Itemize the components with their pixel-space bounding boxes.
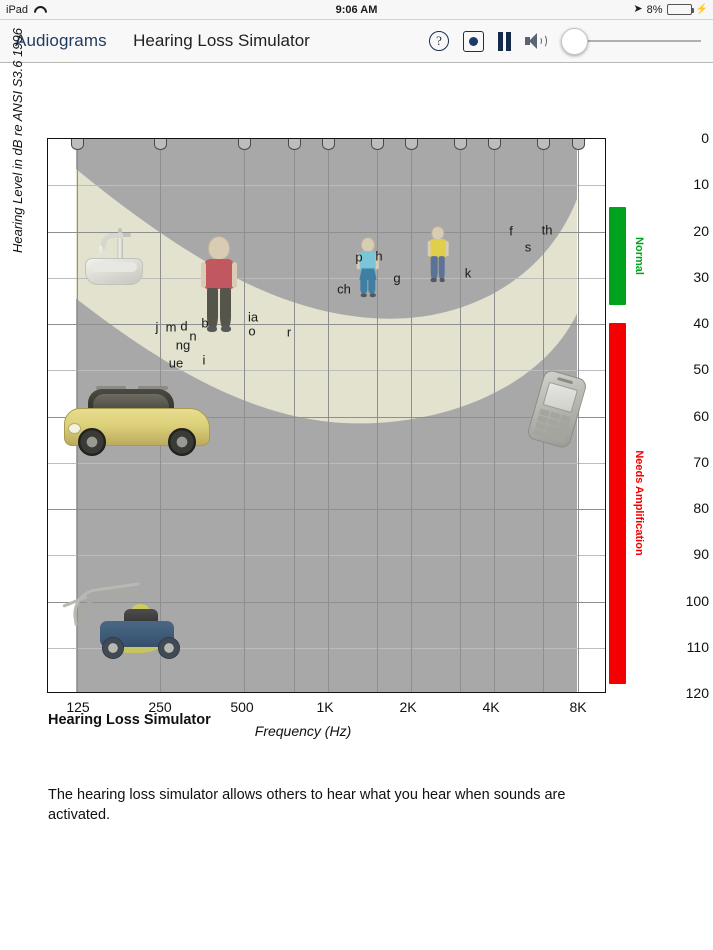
y-tick-90: 90 <box>693 546 709 563</box>
location-arrow-icon: ➤ <box>633 3 643 15</box>
threshold-handle-125[interactable] <box>71 139 84 150</box>
threshold-handle-4K[interactable] <box>488 139 501 150</box>
y-tick-70: 70 <box>693 453 709 470</box>
cell-phone-illustration[interactable] <box>535 373 579 445</box>
legend-label-normal: Normal <box>633 236 645 275</box>
x-tick-2K: 2K <box>399 699 417 715</box>
record-dot <box>469 37 478 46</box>
x-axis-label: Frequency (Hz) <box>254 723 352 739</box>
speech-sound-j: j <box>155 319 159 335</box>
threshold-handle-6K[interactable] <box>537 139 550 150</box>
child-person-blue-illustration[interactable] <box>354 237 383 297</box>
y-tick-50: 50 <box>693 361 709 378</box>
speech-sound-m: m <box>165 319 177 335</box>
y-tick-80: 80 <box>693 500 709 516</box>
gridline-h-10 <box>48 185 605 186</box>
y-axis-label: Hearing Level in dB re ANSI S3.6 1996 <box>10 28 25 253</box>
gridline-h-90 <box>48 555 605 556</box>
threshold-handle-1.5K[interactable] <box>371 139 384 150</box>
gridline-v-2K <box>411 139 412 692</box>
child-person-yellow-illustration[interactable] <box>425 226 452 282</box>
battery-percent: 8% <box>646 3 663 16</box>
speech-sound-ng: ng <box>175 337 191 353</box>
x-tick-1K: 1K <box>316 699 334 715</box>
speech-sound-d: d <box>180 318 188 334</box>
speech-sound-o: o <box>248 323 256 339</box>
speech-sound-ch: ch <box>337 281 351 297</box>
y-tick-10: 10 <box>693 176 709 193</box>
status-bar-time: 9:06 AM <box>335 3 378 16</box>
legend-bar-normal <box>609 207 626 304</box>
gridline-v-750 <box>294 139 295 692</box>
threshold-handle-1K[interactable] <box>322 139 335 150</box>
gridline-v-500 <box>244 139 245 692</box>
y-tick-0: 0 <box>701 130 709 146</box>
description-heading: Hearing Loss Simulator <box>48 712 211 728</box>
status-bar <box>0 0 713 20</box>
y-tick-100: 100 <box>685 592 709 609</box>
question-mark-icon: ? <box>429 31 449 51</box>
speech-sound-i: i <box>202 352 206 368</box>
speech-sound-b: b <box>201 315 209 331</box>
gridline-v-4K <box>494 139 495 692</box>
car-illustration[interactable] <box>62 380 212 458</box>
speech-sound-r: r <box>286 324 292 340</box>
threshold-handle-500[interactable] <box>238 139 251 150</box>
gridline-v-1.5K <box>377 139 378 692</box>
x-tick-125: 125 <box>66 699 90 715</box>
y-tick-60: 60 <box>693 407 709 424</box>
gridline-v-1K <box>328 139 329 692</box>
threshold-handle-2K[interactable] <box>405 139 418 150</box>
legend-label-needs-amplification: Needs Amplification <box>633 450 645 557</box>
speaker-button[interactable] <box>525 32 547 50</box>
record-icon <box>463 31 484 52</box>
lawnmower-illustration[interactable] <box>76 583 196 661</box>
threshold-handle-3K[interactable] <box>454 139 467 150</box>
description-body: The hearing loss simulator allows others to hear what you hear when sounds are activated. <box>48 787 566 823</box>
back-button-audiograms[interactable]: Audiograms <box>15 31 107 50</box>
pause-icon <box>498 32 511 51</box>
volume-slider-track <box>573 40 701 42</box>
threshold-handle-250[interactable] <box>154 139 167 150</box>
speech-sound-n: n <box>189 328 197 344</box>
navigation-bar <box>0 20 713 63</box>
x-tick-8K: 8K <box>569 699 587 715</box>
gridline-h-40 <box>48 324 605 325</box>
description-section <box>48 712 608 825</box>
speech-sound-k: k <box>464 265 472 281</box>
y-tick-20: 20 <box>693 222 709 239</box>
speech-sound-h: h <box>375 248 383 264</box>
device-name: iPad <box>6 3 29 16</box>
y-tick-110: 110 <box>686 638 709 655</box>
speaker-volume-icon <box>525 32 547 50</box>
x-tick-500: 500 <box>230 699 254 715</box>
faucet-sink-illustration[interactable] <box>85 225 147 287</box>
speech-sound-ia: ia <box>247 309 259 325</box>
y-tick-40: 40 <box>693 315 709 331</box>
gridline-h-50 <box>48 370 605 371</box>
battery-icon <box>667 4 692 15</box>
toolbar-controls <box>429 28 713 55</box>
threshold-handle-750[interactable] <box>288 139 301 150</box>
volume-slider-knob[interactable] <box>561 28 588 55</box>
gridline-h-80 <box>48 509 605 510</box>
lightning-bolt-icon: ⚡ <box>695 4 708 15</box>
gridline-v-3K <box>460 139 461 692</box>
legend-bar-needs-amplification <box>609 323 626 684</box>
gridline-h-70 <box>48 463 605 464</box>
threshold-handle-8K[interactable] <box>572 139 585 150</box>
speech-sound-s: s <box>524 239 532 255</box>
speech-sound-ue: ue <box>168 355 184 371</box>
record-button[interactable] <box>463 31 484 52</box>
x-tick-250: 250 <box>148 699 172 715</box>
help-button[interactable] <box>429 31 449 51</box>
page-title: Hearing Loss Simulator <box>133 31 310 50</box>
y-tick-30: 30 <box>693 268 709 285</box>
speech-sound-f: f <box>509 223 513 239</box>
y-tick-120: 120 <box>685 685 709 701</box>
speech-sound-p: p <box>355 249 363 265</box>
speech-sound-th: th <box>541 222 553 238</box>
x-tick-4K: 4K <box>482 699 500 715</box>
speech-sound-g: g <box>393 270 401 286</box>
pause-button[interactable] <box>498 32 511 51</box>
plot-area[interactable] <box>47 138 606 693</box>
volume-slider[interactable] <box>561 28 701 55</box>
